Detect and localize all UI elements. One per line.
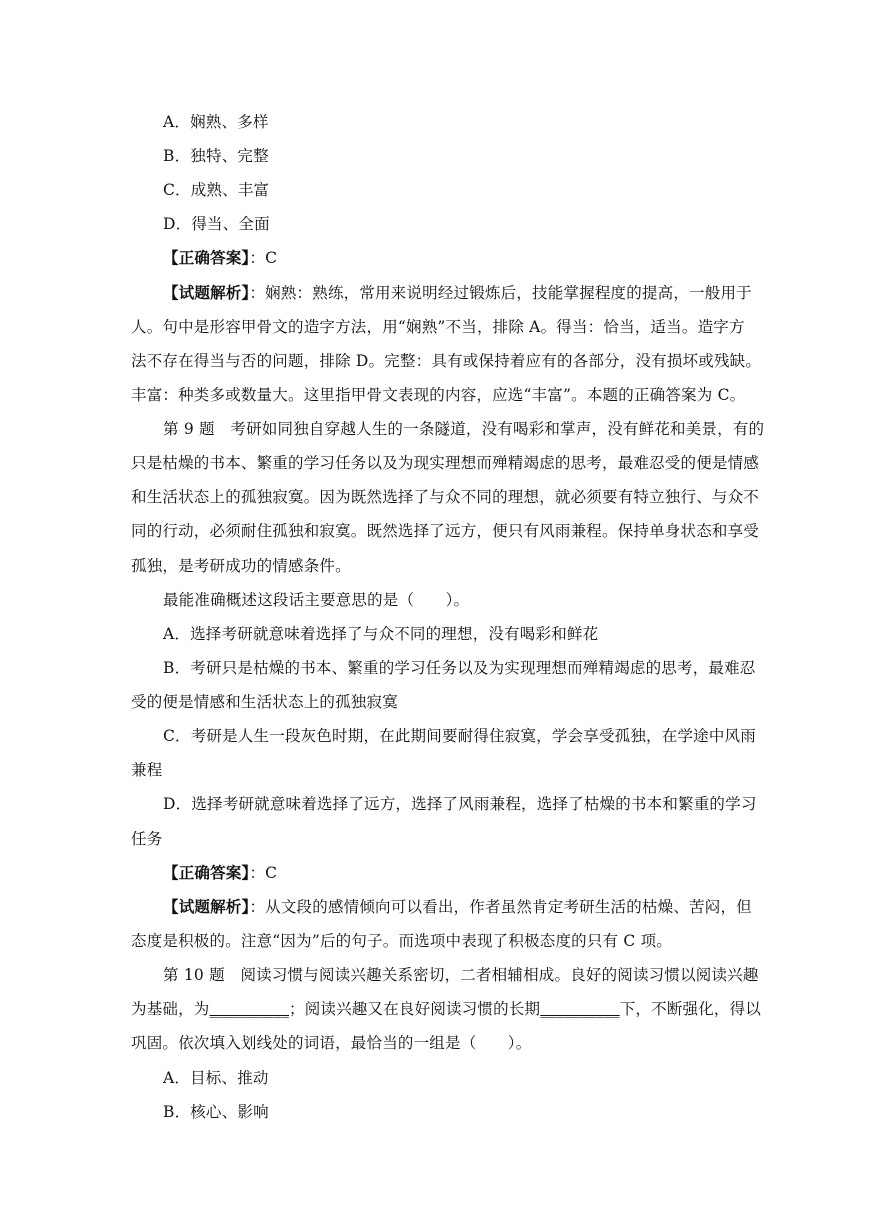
q10-stem-line-3: 巩固。依次填入划线处的词语，最恰当的一组是（ ）。: [131, 1034, 532, 1052]
q9-option-c-line-1: C．考研是人生一段灰色时期，在此期间要耐得住寂寞，学会享受孤独，在学途中风雨: [163, 727, 756, 745]
q9-option-c-line-2: 兼程: [131, 761, 163, 779]
q8-analysis-line-3: 法不存在得当与否的问题，排除 D。完整：具有或保持着应有的各部分，没有损坏或残缺。: [131, 352, 762, 370]
q9-analysis-line-1: [163, 897, 752, 917]
analysis-label: 【试题解析】: [163, 897, 250, 916]
analysis-text: ：从文段的感情倾向可以看出，作者虽然肯定考研生活的枯燥、苦闷，但: [249, 898, 752, 916]
q8-option-b: B．独特、完整: [163, 147, 269, 165]
q9-option-b-line-2: 受的便是情感和生活状态上的孤独寂寞: [131, 693, 398, 711]
q10-stem-part-3: 下，不断强化，得以: [619, 1000, 762, 1018]
q9-option-a: A．选择考研就意味着选择了与众不同的理想，没有喝彩和鲜花: [163, 625, 599, 643]
answer-value: ：C: [249, 864, 278, 882]
q10-stem-part-2: ；阅读兴趣又在良好阅读习惯的长期: [289, 1000, 541, 1018]
q8-option-d: D．得当、全面: [163, 215, 270, 233]
q10-option-b: B．核心、影响: [163, 1103, 269, 1121]
q9-stem-line-4: 同的行动，必须耐住孤独和寂寞。既然选择了远方，便只有风雨兼程。保持单身状态和享受: [131, 522, 760, 540]
q9-stem-line-5: 孤独，是考研成功的情感条件。: [131, 557, 351, 575]
q9-option-b-line-1: B．考研只是枯燥的书本、繁重的学习任务以及为实现理想而殚精竭虑的思考，最难忍: [163, 659, 756, 677]
q9-option-d-line-1: D．选择考研就意味着选择了远方，选择了风雨兼程，选择了枯燥的书本和繁重的学习: [163, 795, 757, 813]
q9-stem-line-1: 第 9 题 考研如同独自穿越人生的一条隧道，没有喝彩和掌声，没有鲜花和美景，有的: [163, 420, 765, 438]
answer-value: ：C: [249, 249, 278, 267]
q10-stem-line-1: 第 10 题 阅读习惯与阅读兴趣关系密切，二者相辅相成。良好的阅读习惯以阅读兴趣: [163, 966, 759, 984]
q8-option-a: A．娴熟、多样: [163, 113, 269, 131]
q10-stem-line-2: [131, 999, 762, 1019]
q10-option-a: A．目标、推动: [163, 1069, 269, 1087]
analysis-label: 【试题解析】: [163, 283, 250, 302]
q8-option-c: C．成熟、丰富: [163, 181, 270, 199]
q9-stem-line-3: 和生活状态上的孤独寂寞。因为既然选择了与众不同的理想，就必须要有特立独行、与众不: [131, 488, 760, 506]
fill-blank-1: __________: [209, 1000, 290, 1018]
answer-label: 【正确答案】: [163, 863, 250, 882]
answer-label: 【正确答案】: [163, 248, 250, 267]
q9-answer: [163, 863, 740, 883]
q9-question: 最能准确概述这段话主要意思的是（ ）。: [163, 591, 470, 609]
q8-analysis-line-4: 丰富：种类多或数量大。这里指甲骨文表现的内容，应选“丰富”。本题的正确答案为 C。: [131, 386, 746, 404]
q9-analysis-line-2: 态度是积极的。注意“因为”后的句子。而选项中表现了积极态度的只有 C 项。: [131, 932, 672, 950]
analysis-text: ：娴熟：熟练，常用来说明经过锻炼后，技能掌握程度的提高，一般用于: [249, 284, 752, 302]
q9-option-d-line-2: 任务: [131, 830, 163, 848]
q9-stem-line-2: 只是枯燥的书本、繁重的学习任务以及为现实理想而殚精竭虑的思考，最难忍受的便是情感: [131, 454, 760, 472]
q8-answer: [163, 248, 740, 268]
q10-stem-part-1: 为基础，为: [131, 1000, 210, 1018]
q8-analysis-line-1: [163, 283, 752, 303]
fill-blank-2: __________: [540, 1000, 620, 1018]
q8-analysis-line-2: 人。句中是形容甲骨文的造字方法，用“娴熟”不当，排除 A。得当：恰当，适当。造字方: [131, 318, 745, 336]
